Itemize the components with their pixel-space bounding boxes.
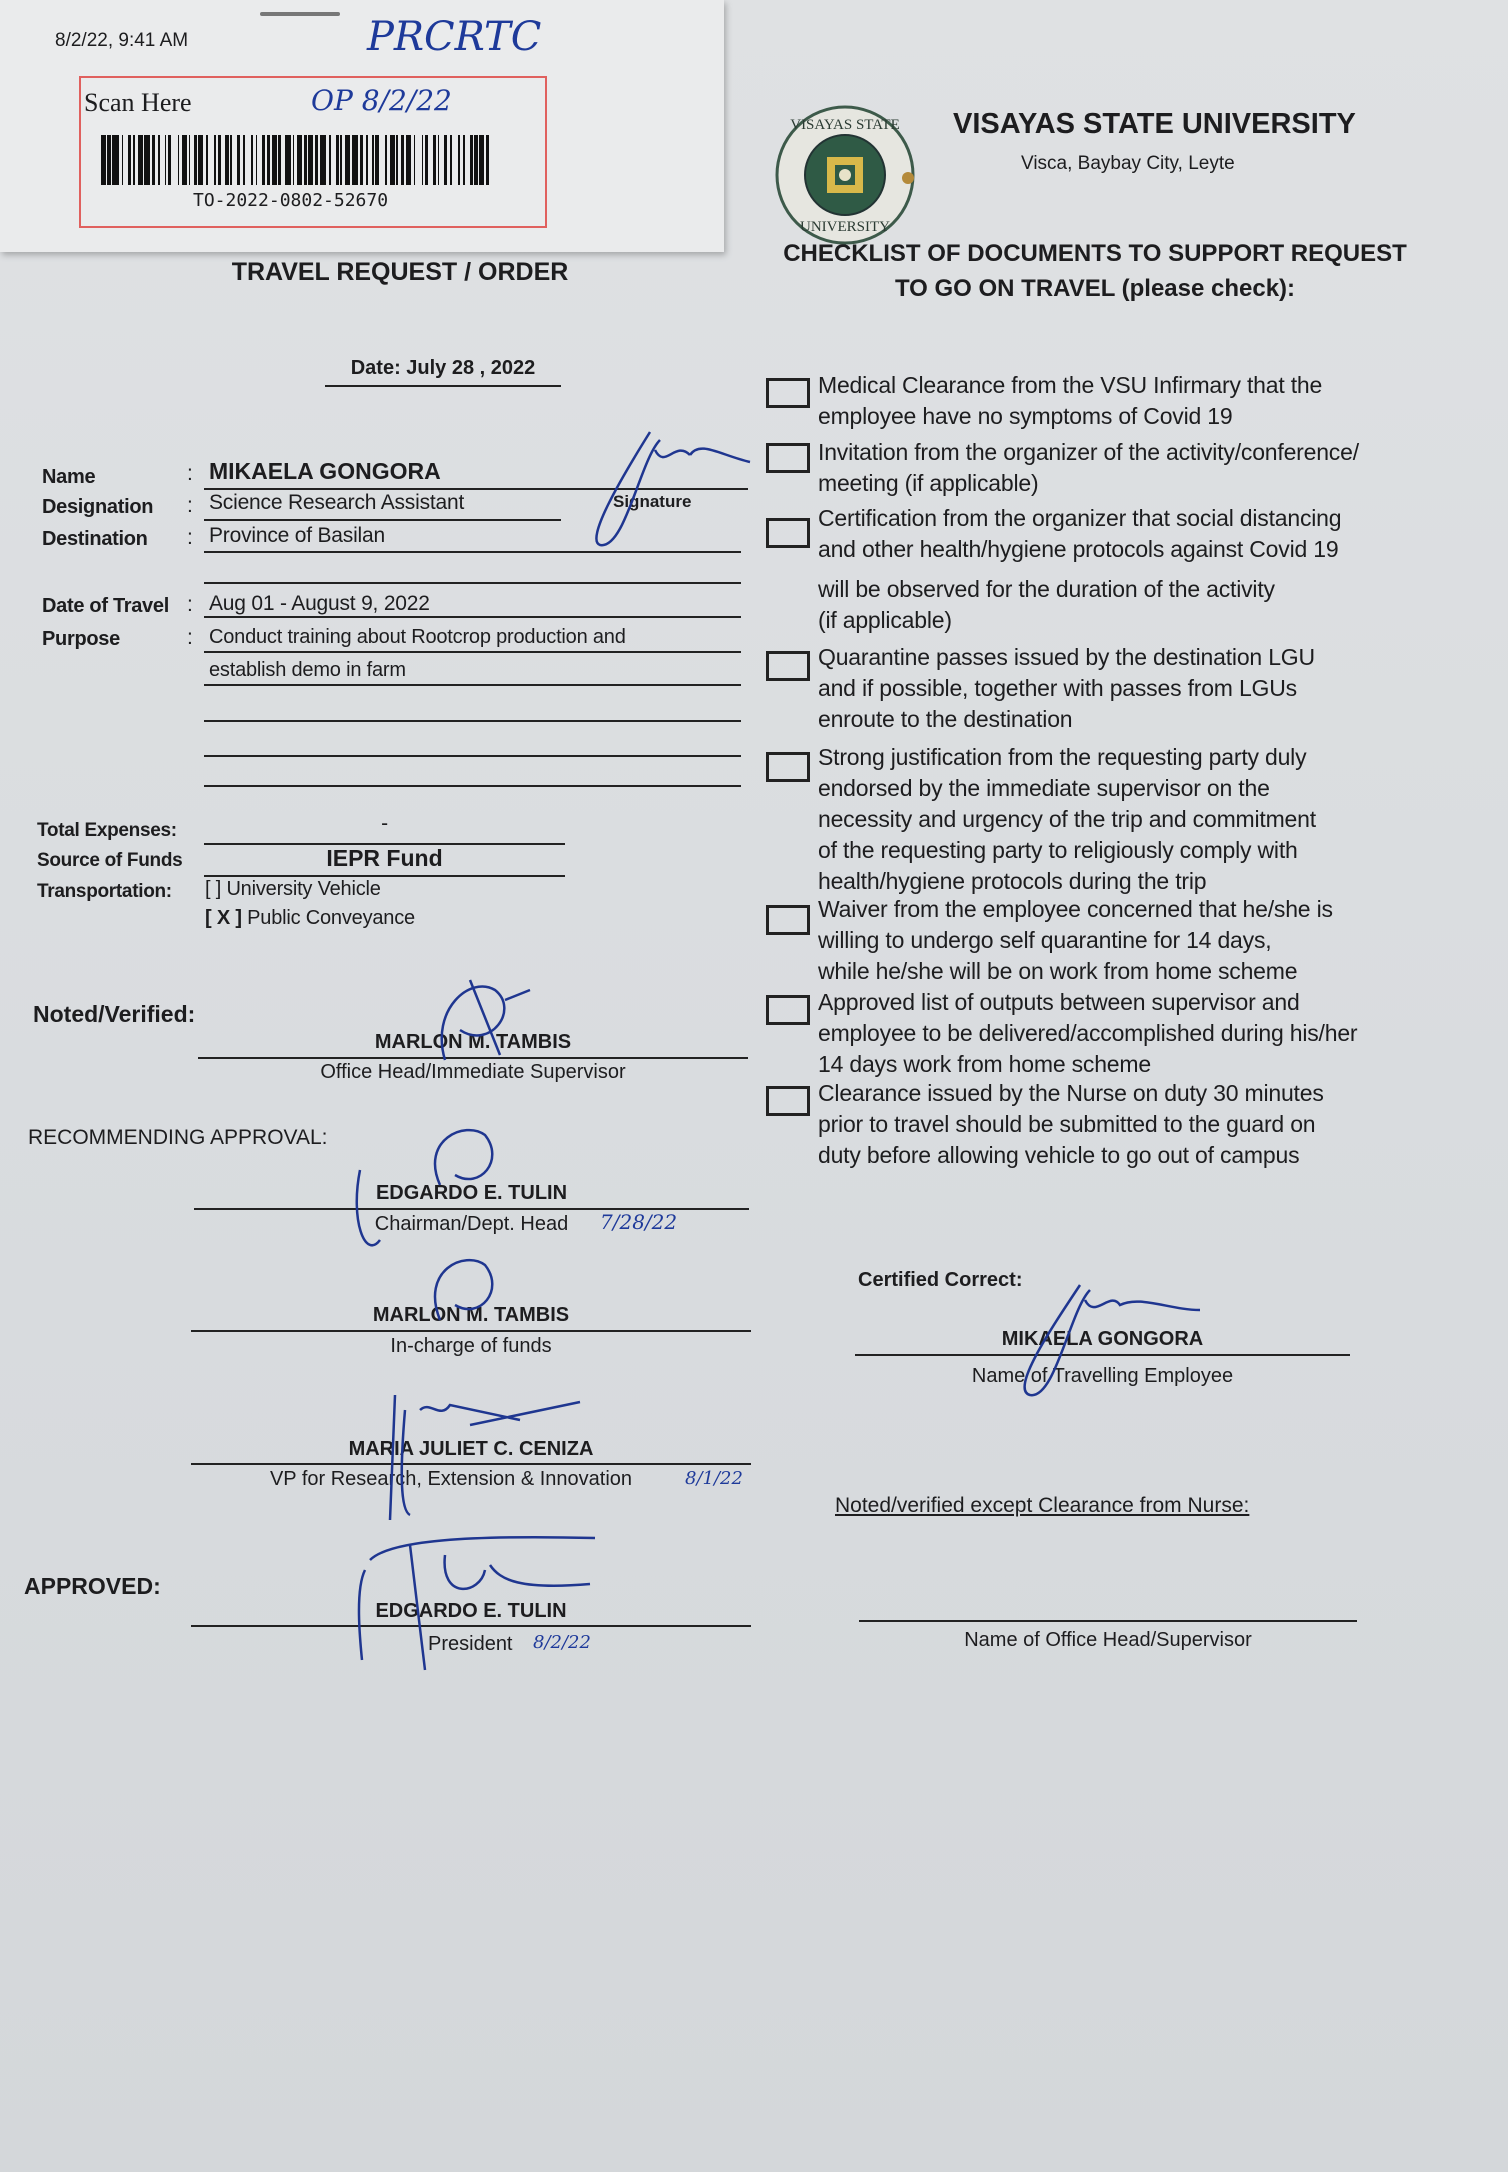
destination-label: Destination xyxy=(42,528,148,550)
rec2-line xyxy=(191,1330,751,1332)
staple xyxy=(260,12,340,16)
checkbox-mark: [ ] xyxy=(205,878,222,900)
checklist-item-text: health/hygiene protocols during the trip xyxy=(818,868,1207,894)
checklist-item-text: necessity and urgency of the trip and commitment xyxy=(818,806,1316,832)
noted-line xyxy=(198,1057,748,1059)
checklist-item-text: will be observed for the duration of the activity xyxy=(818,576,1275,602)
checkbox-mark: [ X ] xyxy=(205,907,242,929)
scan-label: Scan Here xyxy=(84,88,192,117)
name-label: Name xyxy=(42,466,96,488)
approved-label: APPROVED: xyxy=(24,1573,161,1599)
handwritten-office: PRCRTC xyxy=(367,14,542,60)
scan-box xyxy=(79,76,547,228)
checklist-checkbox[interactable] xyxy=(766,1086,810,1116)
university-address: Visca, Baybay City, Leyte xyxy=(1021,153,1235,174)
rec1-date: 7/28/22 xyxy=(600,1210,678,1234)
employee-name: MIKAELA GONGORA xyxy=(1001,1328,1204,1350)
university-name: VISAYAS STATE UNIVERSITY xyxy=(953,108,1356,140)
transportation-label: Transportation: xyxy=(37,881,172,902)
name-line xyxy=(204,488,748,490)
checklist-item-text: and if possible, together with passes from LGUs xyxy=(818,675,1297,701)
purpose-line xyxy=(204,785,741,787)
checklist-checkbox[interactable] xyxy=(766,995,810,1025)
destination-value: Province of Basilan xyxy=(209,524,385,547)
checklist-item-text: Quarantine passes issued by the destination LGU xyxy=(818,644,1315,670)
checklist-item-text: enroute to the destination xyxy=(818,706,1073,732)
checklist-item-text: prior to travel should be submitted to the guard on xyxy=(818,1111,1316,1137)
source-of-funds-label: Source of Funds xyxy=(37,850,183,871)
checklist-item-text: and other health/hygiene protocols against Covid 19 xyxy=(818,536,1339,562)
noted-name: MARLON M. TAMBIS xyxy=(374,1031,572,1053)
svg-text:UNIVERSITY: UNIVERSITY xyxy=(800,219,890,235)
colon: : xyxy=(187,462,193,485)
checklist-item-text: Waiver from the employee concerned that he/she is xyxy=(818,896,1333,922)
rec3-title: VP for Research, Extension & Innovation xyxy=(269,1468,633,1490)
approved-title: President xyxy=(428,1633,513,1655)
tracking-code: TO-2022-0802-52670 xyxy=(193,190,389,211)
checklist-checkbox[interactable] xyxy=(766,518,810,548)
total-expenses-label: Total Expenses: xyxy=(37,820,177,841)
checklist-item-text: 14 days work from home scheme xyxy=(818,1051,1151,1077)
checklist-item-text: Medical Clearance from the VSU Infirmary that the xyxy=(818,372,1323,398)
checklist-title-1: CHECKLIST OF DOCUMENTS TO SUPPORT REQUEST xyxy=(783,240,1407,267)
approved-date: 8/2/22 xyxy=(533,1632,591,1653)
employee-line xyxy=(855,1354,1350,1356)
form-title: TRAVEL REQUEST / ORDER xyxy=(231,258,569,286)
purpose-line xyxy=(204,755,741,757)
purpose-label: Purpose xyxy=(42,628,120,650)
checklist-item-text: duty before allowing vehicle to go out of campus xyxy=(818,1142,1300,1168)
colon: : xyxy=(187,593,193,616)
checklist-item-text: Strong justification from the requesting party duly xyxy=(818,744,1307,770)
noted-title: Office Head/Immediate Supervisor xyxy=(320,1061,626,1083)
checklist-checkbox[interactable] xyxy=(766,378,810,408)
scan-slip xyxy=(0,0,724,252)
supervisor-caption: Name of Office Head/Supervisor xyxy=(964,1629,1252,1651)
colon: : xyxy=(187,494,193,517)
approved-line xyxy=(191,1625,751,1627)
total-expenses-value: - xyxy=(381,812,388,835)
checklist-item-text: while he/she will be on work from home scheme xyxy=(818,958,1298,984)
designation-label: Designation xyxy=(42,496,154,518)
destination-line-2 xyxy=(204,582,741,584)
checklist-item-text: (if applicable) xyxy=(818,607,952,633)
option-label: Public Conveyance xyxy=(247,907,415,929)
checklist-item-text: Approved list of outputs between supervisor and xyxy=(818,989,1300,1015)
transport-option-public-conveyance[interactable] xyxy=(205,907,415,930)
purpose-line xyxy=(204,720,741,722)
rec2-name: MARLON M. TAMBIS xyxy=(372,1304,570,1326)
employee-caption: Name of Travelling Employee xyxy=(971,1365,1234,1387)
checklist-item-text: Clearance issued by the Nurse on duty 30 minutes xyxy=(818,1080,1324,1106)
source-of-funds-value: IEPR Fund xyxy=(326,845,443,871)
approved-name: EDGARDO E. TULIN xyxy=(375,1600,567,1622)
date-line xyxy=(204,616,741,618)
checklist-checkbox[interactable] xyxy=(766,905,810,935)
form-date: Date: July 28 , 2022 xyxy=(350,357,536,379)
date-underline xyxy=(325,385,561,387)
checklist-item-text: Invitation from the organizer of the activity/conference/ xyxy=(818,439,1359,465)
colon: : xyxy=(187,626,193,649)
checklist-item-text: endorsed by the immediate supervisor on the xyxy=(818,775,1270,801)
checklist-checkbox[interactable] xyxy=(766,752,810,782)
checklist-checkbox[interactable] xyxy=(766,443,810,473)
checklist-item-text: Certification from the organizer that social distancing xyxy=(818,505,1342,531)
designation-line xyxy=(204,519,561,521)
noted-except-label: Noted/verified except Clearance from Nurse: xyxy=(835,1494,1250,1517)
option-label: University Vehicle xyxy=(226,878,381,900)
signature-label: Signature xyxy=(613,492,692,511)
transport-option-university-vehicle[interactable] xyxy=(205,878,381,901)
handwritten-note: OP 8/2/22 xyxy=(311,84,452,117)
designation-value: Science Research Assistant xyxy=(209,491,465,514)
university-seal xyxy=(773,103,917,247)
supervisor-line xyxy=(859,1620,1357,1622)
purpose-line xyxy=(204,651,741,653)
funds-line xyxy=(204,875,565,877)
rec3-name: MARIA JULIET C. CENIZA xyxy=(348,1438,594,1460)
noted-verified-label: Noted/Verified: xyxy=(33,1001,196,1027)
svg-text:VISAYAS STATE: VISAYAS STATE xyxy=(790,117,900,133)
recommending-approval-label: RECOMMENDING APPROVAL: xyxy=(28,1126,328,1149)
name-value: MIKAELA GONGORA xyxy=(209,458,441,484)
rec2-title: In-charge of funds xyxy=(390,1335,552,1357)
rec1-name: EDGARDO E. TULIN xyxy=(375,1182,568,1204)
rec3-line xyxy=(191,1463,751,1465)
certified-correct-label: Certified Correct: xyxy=(858,1269,1023,1291)
purpose-value-1: Conduct training about Rootcrop production and xyxy=(209,626,626,648)
checklist-item-text: employee have no symptoms of Covid 19 xyxy=(818,403,1233,429)
date-of-travel-value: Aug 01 - August 9, 2022 xyxy=(209,592,430,615)
purpose-value-2: establish demo in farm xyxy=(209,659,406,681)
rec1-title: Chairman/Dept. Head xyxy=(374,1213,569,1235)
checklist-checkbox[interactable] xyxy=(766,651,810,681)
checklist-item-text: willing to undergo self quarantine for 14 days, xyxy=(818,927,1272,953)
checklist-item-text: employee to be delivered/accomplished during his/her xyxy=(818,1020,1358,1046)
date-of-travel-label: Date of Travel xyxy=(42,595,169,617)
destination-line xyxy=(204,551,741,553)
purpose-line xyxy=(204,684,741,686)
checklist-item-text: of the requesting party to religiously comply with xyxy=(818,837,1298,863)
barcode xyxy=(101,135,495,185)
rec3-date: 8/1/22 xyxy=(685,1468,743,1489)
colon: : xyxy=(187,526,193,549)
checklist-item-text: meeting (if applicable) xyxy=(818,470,1039,496)
slip-timestamp: 8/2/22, 9:41 AM xyxy=(55,30,189,51)
checklist-title-2: TO GO ON TRAVEL (please check): xyxy=(894,275,1296,302)
barcode-bar xyxy=(489,135,492,185)
